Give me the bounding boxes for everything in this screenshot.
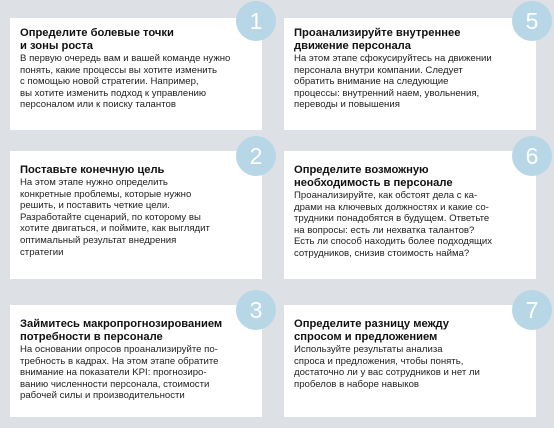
step-card-6	[284, 151, 536, 279]
step-card-3	[10, 305, 262, 417]
step-title: Определите болевые точки и зоны роста	[20, 27, 174, 52]
step-title: Проанализируйте внутреннее движение персонала	[294, 27, 461, 52]
step-text: На этом этапе нужно определить конкретные проблемы, которые нужно решить, и поставить четкие цели. Разработайте сценарий, по которому вы хотите двигаться, и поймите, как выглядит оптимальный результат внедрения стратегии	[20, 177, 210, 258]
step-card-1	[10, 18, 262, 130]
step-text: В первую очередь вам и вашей команде нужно понять, какие процессы вы хотите изменить с помощью новой стратегии. Например, вы хотите изменить подход к управлению персоналом или к поиску талантов	[20, 53, 231, 111]
step-number-badge: 6	[512, 136, 552, 176]
step-title: Займитесь макропрогнозированием потребности в персонале	[20, 318, 223, 343]
step-title: Определите разницу между спросом и предложением	[294, 318, 449, 343]
step-title: Определите возможную необходимость в персонале	[294, 164, 453, 189]
step-card-7	[284, 305, 536, 417]
step-card-5	[284, 18, 536, 130]
step-text: Используйте результаты анализа спроса и предложения, чтобы понять, достаточно ли у вас сотрудников и нет ли пробелов в наборе навыков	[294, 344, 480, 390]
step-text: На этом этапе сфокусируйтесь на движении персонала внутри компании. Следует обратить внимание на следующие процессы: внутренний наем, увольнения, переводы и повышения	[294, 53, 492, 111]
step-title: Поставьте конечную цель	[20, 164, 165, 176]
step-card-2	[10, 151, 262, 279]
step-number-badge: 3	[236, 290, 276, 330]
step-number-badge: 5	[512, 1, 552, 41]
step-text: Проанализируйте, как обстоят дела с ка- драми на ключевых должностях и какие со- трудники понадобятся в будущем. Ответьте на вопросы: есть ли нехватка талантов? Есть ли способ находить более подходящих сотрудников, снизив стоимость найма?	[294, 190, 493, 259]
step-number-badge: 1	[236, 1, 276, 41]
step-number-badge: 2	[236, 136, 276, 176]
step-text: На основании опросов проанализируйте по- требность в кадрах. На этом этапе обратите внимание на показатели KPI: прогнозиро- ванию численности персонала, стоимости рабочей силы и производительности	[20, 344, 219, 402]
step-number-badge: 7	[512, 290, 552, 330]
